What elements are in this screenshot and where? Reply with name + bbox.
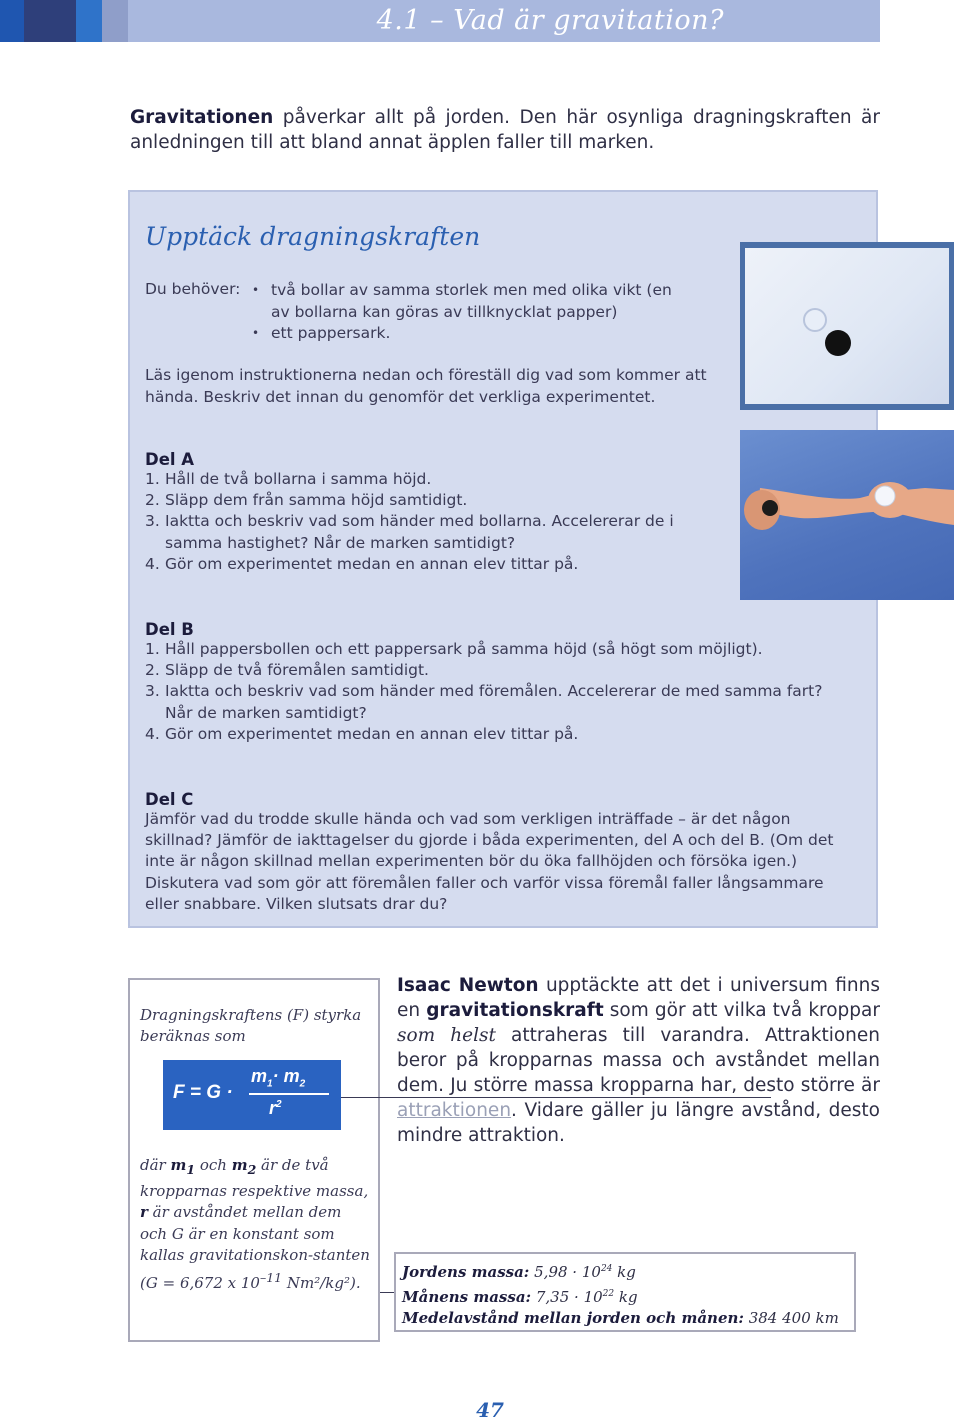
desc-r: r	[140, 1203, 148, 1222]
desc-sub1: 1	[186, 1162, 196, 1177]
fraction-line	[249, 1093, 329, 1095]
fact-label: Medelavstånd mellan jorden och månen:	[402, 1309, 744, 1327]
step-text: Släpp de två föremålen samtidigt.	[165, 661, 429, 680]
fact-exp: 22	[602, 1288, 615, 1299]
paper-ball	[875, 486, 895, 506]
step-text: Gör om experimentet medan en annan elev tittar på.	[165, 554, 579, 573]
experiment-heading: Upptäck dragningskraften	[145, 222, 481, 251]
attraction-link[interactable]: attraktionen	[397, 1100, 512, 1121]
page-number: 47	[476, 1398, 504, 1422]
materials-list	[252, 280, 692, 345]
intro-term: Gravitationen	[130, 107, 274, 128]
newton-text: som gör att vilka två kroppar	[603, 1000, 880, 1021]
step-number: 1.	[145, 640, 160, 658]
paper-sheet	[745, 248, 949, 404]
desc-text: och	[195, 1156, 232, 1174]
formula-denominator	[269, 1098, 282, 1119]
desc-text: är de två kropparnas respektive massa,	[140, 1156, 369, 1200]
fact-label: Jordens massa:	[402, 1263, 530, 1281]
step-text: Håll de två bollarna i samma höjd.	[165, 470, 432, 488]
desc-m2: m	[231, 1156, 248, 1174]
paper-ball	[804, 309, 826, 331]
step-item	[145, 490, 705, 511]
chapter-title: 4.1 – Vad är gravitation?	[376, 5, 724, 36]
step-item	[145, 639, 835, 660]
header-accent-block	[0, 0, 24, 42]
materials-item: • ett pappersark.	[252, 323, 692, 345]
formula-r: r	[269, 1098, 277, 1118]
step-number: 4.	[145, 554, 160, 573]
desc-text: är avståndet mellan dem och G är en konstant som kallas gravitationskon-stanten (G = 6,672 x 10	[140, 1203, 370, 1292]
fact-value: 7,35 · 10	[535, 1287, 603, 1306]
part-b	[145, 620, 835, 745]
formula-m1: m	[251, 1066, 268, 1086]
fact-row	[402, 1259, 852, 1284]
step-item	[145, 469, 705, 490]
intro-paragraph	[130, 105, 880, 155]
header-accent-block	[102, 0, 128, 42]
formula-lhs: F = G ·	[173, 1082, 233, 1103]
header-accent-block	[76, 0, 102, 42]
desc-sub2: 2	[247, 1162, 257, 1177]
step-number: 3.	[145, 682, 160, 701]
step-text: Släpp dem från samma höjd samtidigt.	[165, 491, 468, 510]
part-a	[145, 450, 705, 575]
photo-balls-on-paper	[740, 242, 954, 410]
step-text: Iaktta och beskriv vad som händer med bollarna. Accelererar de i samma hastighet? Når de marken samtidigt?	[165, 512, 674, 552]
part-c-text: Jämför vad du trodde skulle hända och vad som verkligen inträffade – är det någon skillnad? Jämför de iakttagelser du gjorde i båda experimenten, del A och del B. (Om det inte är någon skillnad mellan experimenten bör du öka fallhöjden och försöka igen.) Diskutera vad som gör att föremålen faller och varför vissa föremål faller långsammare eller snabbare. Vilken slutsats drar du?	[145, 810, 834, 913]
part-c-title: Del C	[145, 790, 194, 809]
step-number: 2.	[145, 491, 160, 510]
heavy-ball	[762, 500, 778, 516]
formula-description	[140, 1155, 370, 1295]
newton-text: . Vidare gäller ju längre avstånd, desto mindre attraktion.	[397, 1100, 880, 1146]
step-number: 1.	[145, 470, 160, 488]
fact-exp: 24	[600, 1264, 613, 1274]
desc-text: där	[140, 1156, 171, 1174]
step-item	[145, 511, 705, 553]
fact-label: Månens massa:	[402, 1287, 532, 1306]
formula-dot: ·	[272, 1066, 279, 1086]
instructions-text: Läs igenom instruktionerna nedan och föreställ dig vad som kommer att hända. Beskriv det innan du genomför det verkliga experimentet.	[145, 366, 707, 406]
formula-m2: m	[283, 1066, 300, 1086]
newton-italic: som helst	[397, 1025, 496, 1046]
desc-m1: m	[170, 1156, 187, 1174]
intro-text: påverkar allt på jorden. Den här osynliga dragningskraften är anledningen till att bland annat äpplen faller till marken.	[130, 107, 880, 153]
newton-text: attraheras till varandra. Attraktionen beror på kropparnas massa och avståndet mellan dem. Ju större massa kropparna har, desto större är	[397, 1025, 880, 1096]
step-item	[145, 681, 835, 723]
heavy-ball	[825, 330, 851, 356]
step-text: Gör om experimentet medan en annan elev tittar på.	[165, 724, 579, 743]
materials-label: Du behöver:	[145, 280, 241, 298]
newton-term: gravitationskraft	[426, 1000, 604, 1021]
step-number: 4.	[145, 724, 160, 743]
step-text: Håll pappersbollen och ett pappersark på samma höjd (så högt som möjligt).	[165, 640, 763, 658]
hand-illustration	[740, 430, 954, 600]
part-a-title: Del A	[145, 450, 195, 469]
part-a-steps	[145, 469, 705, 575]
materials-item: • två bollar av samma storlek men med olika vikt (en av bollarna kan göras av tillknycklat papper)	[252, 280, 692, 323]
fact-unit: kg	[614, 1287, 638, 1306]
formula-exp: 2	[276, 1099, 282, 1110]
connector-line	[380, 1292, 394, 1293]
arm-shape	[758, 488, 954, 525]
step-item	[145, 724, 835, 745]
header-accent-block	[24, 0, 76, 42]
step-item	[145, 554, 705, 575]
gravity-formula	[163, 1060, 341, 1130]
fact-value: 384 400 km	[748, 1309, 839, 1327]
fact-value: 5,98 · 10	[534, 1263, 601, 1281]
photo-hand-holding-balls	[740, 430, 954, 600]
step-number: 2.	[145, 661, 160, 680]
part-b-steps	[145, 639, 835, 745]
step-text: Iaktta och beskriv vad som händer med föremålen. Accelererar de med samma fart? Når de marken samtidigt?	[165, 682, 823, 722]
formula-sub2: 2	[299, 1078, 306, 1090]
fact-row	[402, 1308, 852, 1330]
newton-name: Isaac Newton	[397, 975, 539, 996]
facts-list	[402, 1259, 852, 1330]
formula-numerator	[251, 1066, 305, 1090]
newton-text: upptäckte att det i universum finns en	[397, 975, 881, 1021]
desc-exp: –11	[259, 1269, 283, 1285]
fact-row	[402, 1284, 852, 1309]
part-b-title: Del B	[145, 620, 194, 639]
fact-unit: kg	[612, 1263, 636, 1281]
step-item	[145, 660, 835, 681]
part-c	[145, 790, 860, 915]
newton-paragraph	[397, 973, 880, 1148]
formula-sub1: 1	[267, 1078, 273, 1090]
step-number: 3.	[145, 512, 160, 531]
formula-intro: Dragningskraftens (F) styrka beräknas som	[140, 1006, 362, 1045]
desc-text: Nm²/kg²).	[282, 1273, 361, 1292]
balls-illustration	[745, 248, 949, 404]
